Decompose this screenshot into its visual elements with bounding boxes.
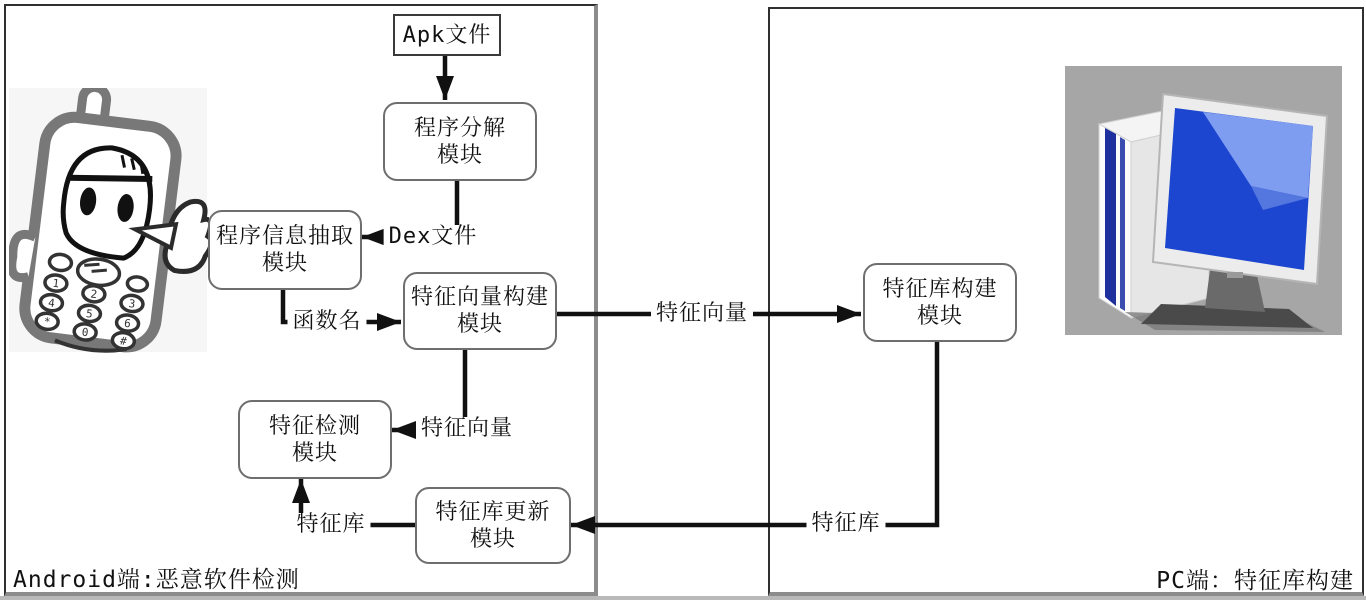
extract-label-line2: 模块 — [261, 251, 308, 276]
vector-label-line2: 模块 — [456, 312, 503, 337]
feature-vector-build-module-box — [403, 272, 557, 350]
pc-panel-caption: PC端：特征库构建 — [1156, 568, 1354, 594]
svg-text:6: 6 — [123, 316, 132, 331]
program-info-extract-module-box — [208, 210, 362, 290]
feature-lib-from-pc-edge-label: 特征库 — [806, 512, 885, 536]
feature-detect-module-box — [238, 400, 392, 479]
svg-text:1: 1 — [51, 276, 60, 291]
update-label-line2: 模块 — [469, 526, 516, 552]
android-panel-caption: Android端:恶意软件检测 — [13, 567, 300, 593]
program-decompose-module-box — [383, 102, 537, 181]
build-label-line1: 特征库构建 — [882, 276, 998, 302]
feature-vector-to-pc-edge-label: 特征向量 — [651, 302, 753, 326]
phone-cartoon-image — [9, 88, 209, 356]
feature-vector-to-detect-edge-label: 特征向量 — [416, 417, 518, 441]
detect-label-line1: 特征检测 — [268, 413, 361, 439]
svg-text:4: 4 — [47, 296, 56, 311]
svg-text:*: * — [43, 314, 52, 329]
svg-text:#: # — [119, 334, 128, 349]
svg-text:3: 3 — [127, 297, 136, 311]
svg-text:5: 5 — [85, 307, 94, 321]
func-name-edge-label: 函数名 — [287, 310, 366, 334]
feature-lib-build-module-box — [863, 263, 1017, 342]
svg-text:2: 2 — [89, 287, 98, 302]
update-label-line1: 特征库更新 — [435, 499, 551, 525]
decompose-label-line1: 程序分解 — [413, 115, 506, 141]
decompose-label-line2: 模块 — [436, 142, 483, 168]
scan-edge-line — [0, 596, 1366, 600]
dex-file-edge-label: Dex文件 — [384, 225, 483, 249]
extract-label-line1: 程序信息抽取 — [215, 224, 354, 249]
build-label-line2: 模块 — [916, 303, 963, 329]
svg-text:0: 0 — [81, 325, 90, 340]
apk-file-label: Apk文件 — [402, 22, 492, 48]
apk-file-box — [393, 14, 501, 56]
feature-lib-update-module-box — [415, 487, 571, 564]
vector-label-line1: 特征向量构建 — [410, 285, 549, 310]
detect-label-line2: 模块 — [291, 440, 338, 466]
pc-computer-image — [1065, 66, 1343, 336]
feature-lib-to-detect-edge-label: 特征库 — [291, 513, 370, 537]
